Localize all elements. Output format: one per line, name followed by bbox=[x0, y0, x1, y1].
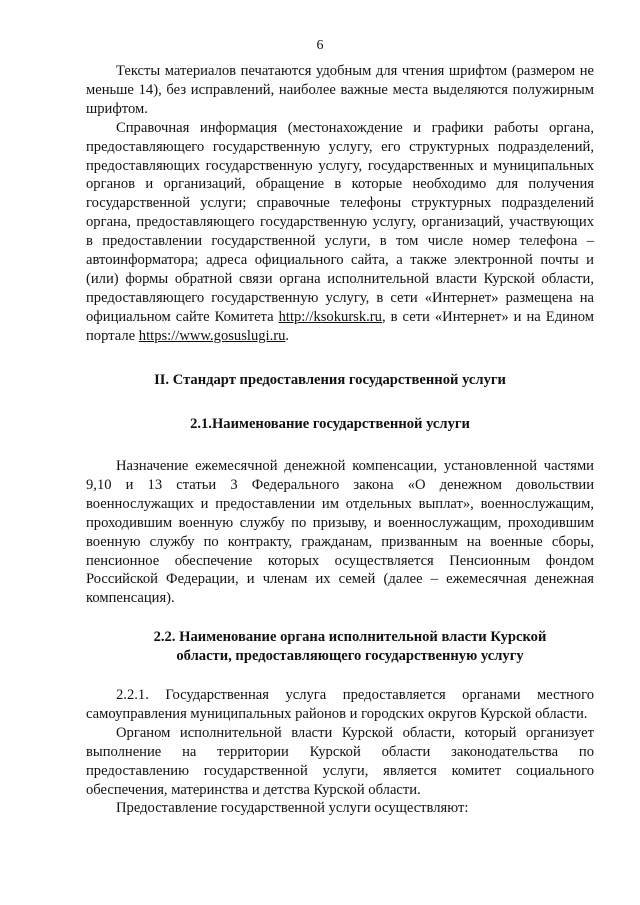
authority-block bbox=[86, 686, 594, 818]
paragraph-font-requirements: Тексты материалов печатаются удобным для чтения шрифтом (размером не меньше 14), без исправлений, наиболее важные места выделяются полужирным шрифтом. bbox=[86, 63, 594, 117]
paragraph-service-name: Назначение ежемесячной денежной компенсации, установленной частями 9,10 и 13 статьи 3 Федерального закона «О денежном довольствии военнослужащих и предоставлении им отдельных выплат», военнослужащим, проходившим военную службу по призыву, и военнослужащим, проходившим военную службу по контракту, гражданам, призванным на военные сборы, пенсионное обеспечение которых осуществляется Пенсионным фондом Российской Федерации, и членам их семей (далее – ежемесячная денежная компенсация). bbox=[86, 458, 594, 607]
subsection-2-1-heading: 2.1.Наименование государственной услуги bbox=[190, 416, 470, 432]
gosuslugi-link[interactable]: https://www.gosuslugi.ru bbox=[138, 327, 286, 344]
service-name-block bbox=[86, 457, 594, 608]
subsection-2-2-heading bbox=[100, 628, 600, 666]
paragraph-2-2-1: 2.2.1. Государственная услуга предоставляется органами местного самоуправления муниципальных районов и городских округов Курской области. bbox=[86, 687, 594, 722]
paragraph-reference-info bbox=[86, 119, 594, 346]
page-number: 6 bbox=[316, 38, 324, 53]
reference-info-text: Справочная информация (местонахождение и графики работы органа, предоставляющего государственную услугу, его структурных подразделений, предоставляющих государственную услугу, государственных и муниципальных органов и организаций, обращение в которые необходимо для получения государственной услуги; справочные телефоны структурных подразделений органа, предоставляющего государственную услугу, организаций, участвующих в предоставлении государственной услуги, в том числе номер телефона – автоинформатора; адреса официального сайта, а также электронной почты и (или) формы обратной связи органа исполнительной власти Курской области, предоставляющего государственную услугу, в сети «Интернет» размещена на официальном сайте Комитета bbox=[86, 119, 594, 325]
subsection-2-2-line2: области, предоставляющего государственную услугу bbox=[176, 648, 524, 664]
reference-info-mid: , в сети «Интернет» и на Едином портале bbox=[86, 308, 594, 344]
committee-site-link[interactable]: http://ksokursk.ru bbox=[278, 308, 382, 325]
section-heading: II. Стандарт предоставления государственной услуги bbox=[154, 372, 506, 388]
subsection-2-2-line1: 2.2. Наименование органа исполнительной власти Курской bbox=[153, 629, 547, 645]
paragraph-provision: Предоставление государственной услуги осуществляют: bbox=[116, 800, 469, 817]
paragraph-authority: Органом исполнительной власти Курской области, который организует выполнение на территории Курской области законодательства по предоставлению государственной услуги, является комитет социального обеспечения, материнства и детства Курской области. bbox=[86, 724, 594, 798]
reference-info-end: . bbox=[285, 327, 290, 344]
intro-block bbox=[86, 62, 594, 346]
